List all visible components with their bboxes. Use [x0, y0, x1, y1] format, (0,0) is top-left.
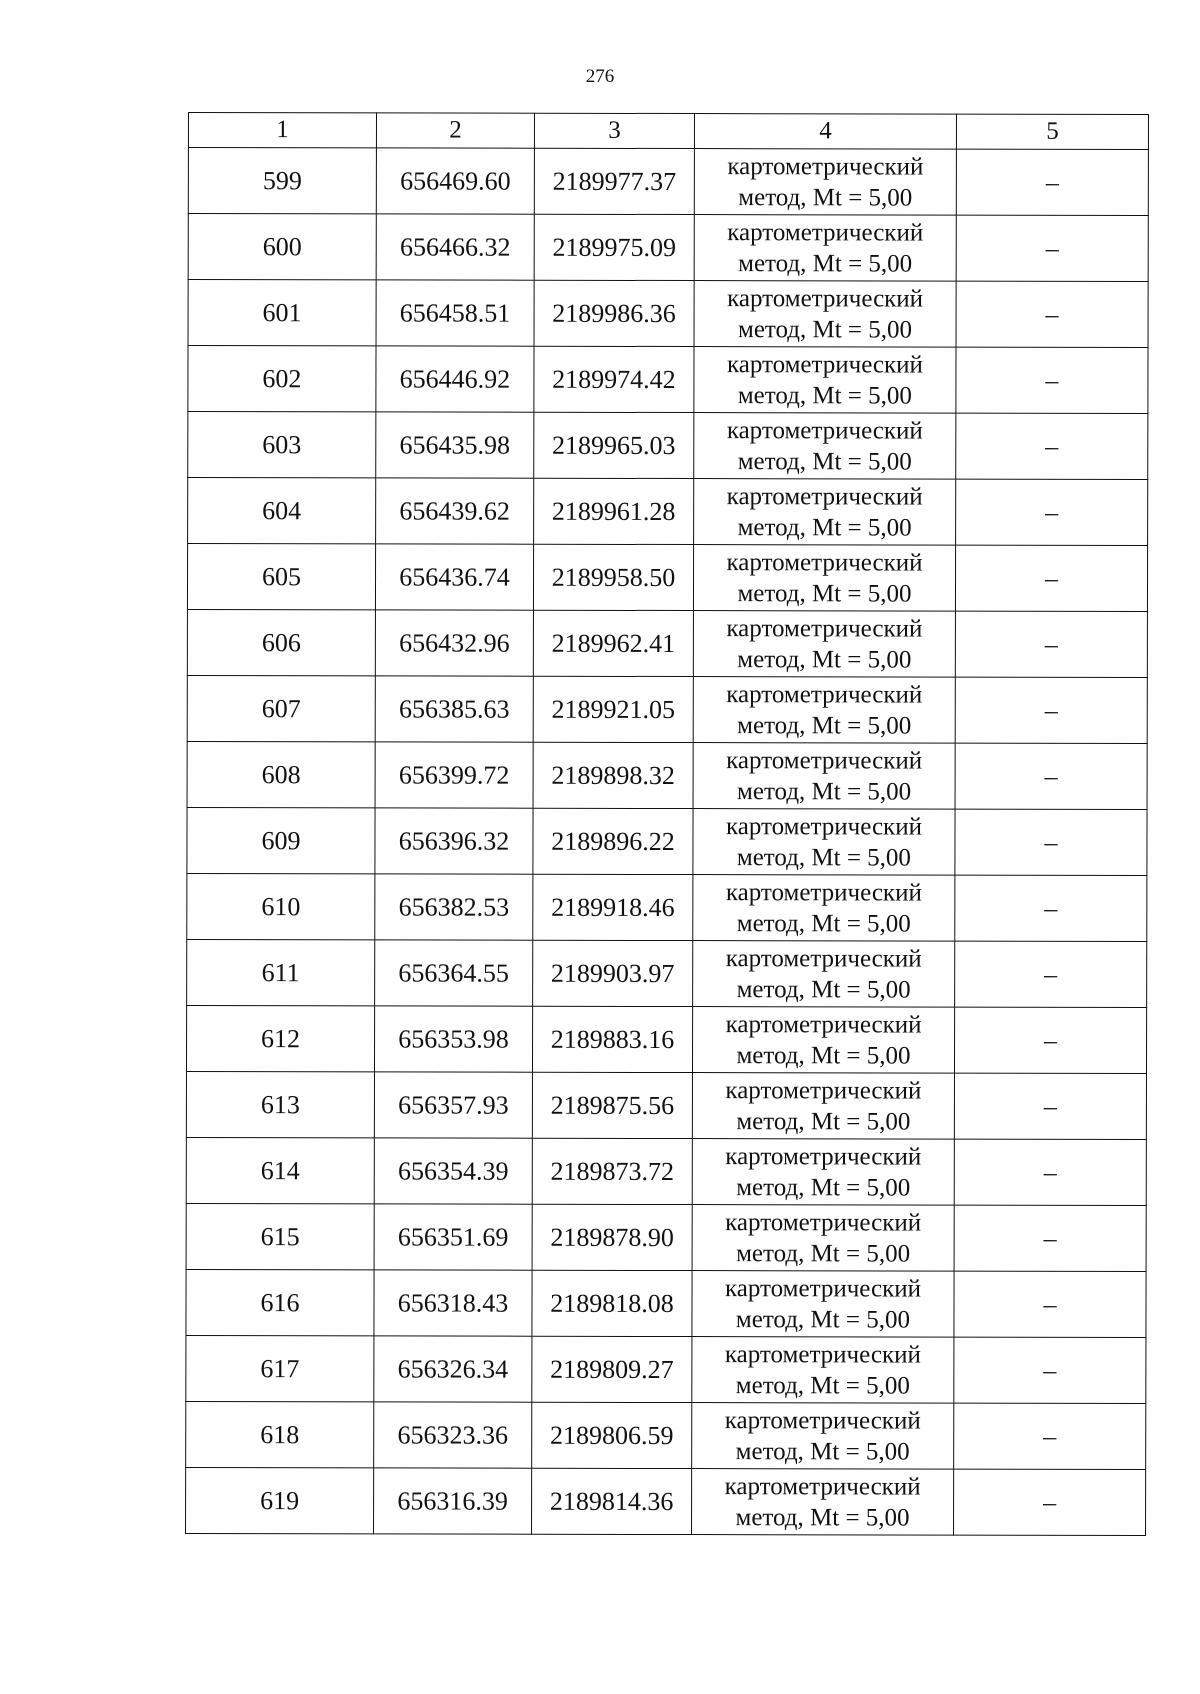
header-row: [188, 113, 1148, 150]
method-cell: [693, 875, 955, 942]
note-cell: –: [954, 1271, 1146, 1337]
note-cell: –: [954, 1007, 1146, 1073]
method-cell: [692, 1271, 954, 1338]
method-line-1: картометрический: [727, 284, 924, 313]
table-row: [187, 741, 1147, 809]
note-cell: –: [955, 809, 1147, 875]
y-coordinate-cell: 2189975.09: [534, 214, 694, 280]
note-cell: –: [955, 941, 1147, 1007]
method-line-1: картометрический: [727, 218, 924, 247]
point-number-cell: 609: [187, 807, 375, 873]
method-line-1: картометрический: [725, 1208, 922, 1237]
y-coordinate-cell: 2189977.37: [534, 148, 694, 214]
method-line-2: метод, Mt = 5,00: [737, 315, 913, 344]
note-cell: –: [954, 1073, 1146, 1139]
point-number-cell: 612: [186, 1005, 374, 1071]
y-coordinate-cell: 2189883.16: [532, 1006, 692, 1072]
table-row: [188, 346, 1148, 414]
x-coordinate-cell: 656353.98: [374, 1006, 532, 1072]
method-line-1: картометрический: [726, 548, 923, 577]
point-number-cell: 617: [186, 1335, 374, 1401]
method-line-2: метод, Mt = 5,00: [735, 1371, 910, 1400]
method-line-2: метод, Mt = 5,00: [736, 975, 911, 1004]
x-coordinate-cell: 656357.93: [374, 1072, 532, 1138]
y-coordinate-cell: 2189962.41: [533, 610, 693, 676]
point-number-cell: 600: [188, 214, 376, 280]
y-coordinate-cell: 2189965.03: [534, 412, 694, 478]
x-coordinate-cell: 656396.32: [375, 808, 533, 874]
y-coordinate-cell: 2189986.36: [534, 280, 694, 346]
table-row: [187, 873, 1147, 941]
header-col-1: 1: [188, 113, 376, 148]
method-line-2: метод, Mt = 5,00: [737, 447, 912, 476]
table-row: [188, 478, 1148, 546]
y-coordinate-cell: 2189818.08: [532, 1270, 692, 1336]
table-row: [186, 1269, 1146, 1337]
point-number-cell: 618: [186, 1401, 374, 1467]
method-cell: [692, 1139, 954, 1206]
note-cell: –: [954, 1469, 1146, 1535]
table-row: [187, 609, 1147, 677]
point-number-cell: 602: [188, 346, 376, 412]
header-col-5: 5: [956, 114, 1148, 149]
method-line-1: картометрический: [725, 812, 923, 841]
point-number-cell: 615: [186, 1203, 374, 1269]
table-row: [186, 1005, 1146, 1073]
note-cell: –: [956, 479, 1148, 545]
point-number-cell: 605: [187, 544, 375, 610]
method-cell: [693, 809, 955, 876]
method-line-2: метод, Mt = 5,00: [737, 777, 912, 806]
table-header: [188, 113, 1148, 150]
method-line-2: метод, Mt = 5,00: [736, 1239, 911, 1268]
point-number-cell: 608: [187, 741, 375, 807]
y-coordinate-cell: 2189875.56: [532, 1072, 692, 1138]
table-row: [188, 280, 1148, 348]
method-line-2: метод, Mt = 5,00: [738, 249, 913, 278]
method-line-1: картометрический: [725, 1010, 922, 1039]
table-row: [186, 1335, 1146, 1403]
y-coordinate-cell: 2189921.05: [533, 676, 693, 742]
note-cell: –: [954, 1139, 1146, 1205]
y-coordinate-cell: 2189898.32: [533, 742, 693, 808]
x-coordinate-cell: 656316.39: [374, 1468, 532, 1534]
method-line-1: картометрический: [726, 416, 923, 445]
method-line-1: картометрический: [724, 1340, 921, 1369]
method-line-1: картометрический: [726, 482, 923, 511]
method-line-2: метод, Mt = 5,00: [736, 1041, 911, 1070]
y-coordinate-cell: 2189974.42: [534, 346, 694, 412]
method-line-2: метод, Mt = 5,00: [735, 1437, 910, 1466]
note-cell: –: [954, 1337, 1146, 1403]
method-line-1: картометрический: [726, 680, 923, 709]
header-col-3: 3: [534, 113, 694, 148]
y-coordinate-cell: 2189961.28: [534, 478, 694, 544]
point-number-cell: 603: [188, 412, 376, 478]
method-line-2: метод, Mt = 5,00: [737, 381, 912, 410]
table-row: [188, 148, 1148, 216]
method-cell: [694, 149, 956, 216]
method-line-2: метод, Mt = 5,00: [735, 1503, 910, 1532]
method-line-1: картометрический: [724, 1406, 921, 1435]
point-number-cell: 614: [186, 1137, 374, 1203]
y-coordinate-cell: 2189918.46: [533, 874, 693, 940]
method-cell: [692, 1073, 954, 1140]
table-row: [186, 1467, 1146, 1535]
method-line-2: метод, Mt = 5,00: [737, 513, 912, 542]
method-line-1: картометрический: [725, 1274, 922, 1303]
table-row: [187, 939, 1147, 1007]
method-cell: [693, 677, 955, 744]
coordinates-table: [185, 112, 1149, 1536]
method-line-1: картометрический: [726, 614, 923, 643]
method-line-1: картометрический: [724, 1472, 921, 1501]
x-coordinate-cell: 656439.62: [376, 478, 534, 544]
note-cell: –: [955, 743, 1147, 809]
note-cell: –: [956, 413, 1148, 479]
x-coordinate-cell: 656385.63: [375, 676, 533, 742]
x-coordinate-cell: 656436.74: [375, 544, 533, 610]
method-cell: [692, 1205, 954, 1272]
header-col-2: 2: [376, 113, 534, 148]
point-number-cell: 601: [188, 280, 376, 346]
point-number-cell: 613: [186, 1071, 374, 1137]
x-coordinate-cell: 656318.43: [374, 1270, 532, 1336]
note-cell: –: [954, 1403, 1146, 1469]
method-cell: [693, 545, 955, 612]
table-row: [187, 544, 1147, 612]
point-number-cell: 619: [186, 1467, 374, 1533]
method-cell: [694, 413, 956, 480]
note-cell: –: [955, 677, 1147, 743]
x-coordinate-cell: 656446.92: [376, 346, 534, 412]
note-cell: –: [955, 875, 1147, 941]
table-row: [188, 412, 1148, 480]
y-coordinate-cell: 2189809.27: [532, 1336, 692, 1402]
method-cell: [692, 1337, 954, 1404]
y-coordinate-cell: 2189814.36: [532, 1468, 692, 1534]
method-line-2: метод, Mt = 5,00: [737, 711, 912, 740]
y-coordinate-cell: 2189806.59: [532, 1402, 692, 1468]
y-coordinate-cell: 2189903.97: [533, 940, 693, 1006]
point-number-cell: 599: [188, 148, 376, 214]
point-number-cell: 616: [186, 1269, 374, 1335]
y-coordinate-cell: 2189896.22: [533, 808, 693, 874]
header-col-4: 4: [694, 114, 956, 150]
y-coordinate-cell: 2189958.50: [533, 544, 693, 610]
note-cell: –: [955, 545, 1147, 611]
note-cell: –: [956, 347, 1148, 413]
x-coordinate-cell: 656382.53: [375, 874, 533, 940]
method-line-1: картометрический: [726, 350, 923, 379]
x-coordinate-cell: 656458.51: [376, 280, 534, 346]
method-cell: [694, 479, 956, 546]
point-number-cell: 606: [187, 609, 375, 675]
x-coordinate-cell: 656466.32: [376, 214, 534, 280]
point-number-cell: 604: [188, 478, 376, 544]
x-coordinate-cell: 656323.36: [374, 1402, 532, 1468]
x-coordinate-cell: 656354.39: [374, 1138, 532, 1204]
x-coordinate-cell: 656399.72: [375, 742, 533, 808]
method-line-1: картометрический: [725, 944, 922, 973]
point-number-cell: 611: [187, 939, 375, 1005]
method-cell: [694, 215, 956, 282]
method-cell: [693, 743, 955, 810]
method-cell: [692, 1007, 954, 1074]
x-coordinate-cell: 656435.98: [376, 412, 534, 478]
y-coordinate-cell: 2189873.72: [532, 1138, 692, 1204]
table-row: [186, 1203, 1146, 1271]
method-line-1: картометрический: [725, 1142, 922, 1171]
point-number-cell: 610: [187, 873, 375, 939]
method-line-2: метод, Mt = 5,00: [736, 843, 911, 872]
table-row: [187, 807, 1147, 875]
x-coordinate-cell: 656351.69: [374, 1204, 532, 1270]
method-cell: [694, 281, 956, 348]
note-cell: –: [956, 215, 1148, 281]
note-cell: –: [955, 611, 1147, 677]
table-row: [186, 1071, 1146, 1139]
method-cell: [694, 347, 956, 414]
note-cell: –: [956, 281, 1148, 347]
table-row: [187, 675, 1147, 743]
table-row: [186, 1137, 1146, 1205]
method-line-2: метод, Mt = 5,00: [736, 1107, 911, 1136]
method-line-1: картометрический: [725, 878, 922, 907]
point-number-cell: 607: [187, 675, 375, 741]
note-cell: –: [956, 149, 1148, 215]
method-line-2: метод, Mt = 5,00: [737, 645, 912, 674]
x-coordinate-cell: 656364.55: [375, 940, 533, 1006]
page-number: 276: [585, 66, 615, 87]
table-row: [188, 214, 1148, 282]
table-row: [186, 1401, 1146, 1469]
method-line-1: картометрический: [727, 152, 924, 181]
method-cell: [692, 1403, 954, 1470]
method-line-1: картометрический: [725, 1076, 922, 1105]
method-line-2: метод, Mt = 5,00: [735, 1305, 911, 1334]
method-line-1: картометрический: [726, 746, 923, 775]
note-cell: –: [954, 1205, 1146, 1271]
method-line-2: метод, Mt = 5,00: [737, 579, 912, 608]
table-body: [186, 148, 1149, 1536]
method-line-2: метод, Mt = 5,00: [736, 909, 911, 938]
x-coordinate-cell: 656432.96: [375, 610, 533, 676]
x-coordinate-cell: 656469.60: [376, 148, 534, 214]
method-cell: [693, 611, 955, 678]
method-cell: [693, 941, 955, 1008]
method-line-2: метод, Mt = 5,00: [736, 1173, 911, 1202]
method-cell: [692, 1469, 954, 1536]
y-coordinate-cell: 2189878.90: [532, 1204, 692, 1270]
method-line-2: метод, Mt = 5,00: [738, 183, 913, 212]
x-coordinate-cell: 656326.34: [374, 1336, 532, 1402]
